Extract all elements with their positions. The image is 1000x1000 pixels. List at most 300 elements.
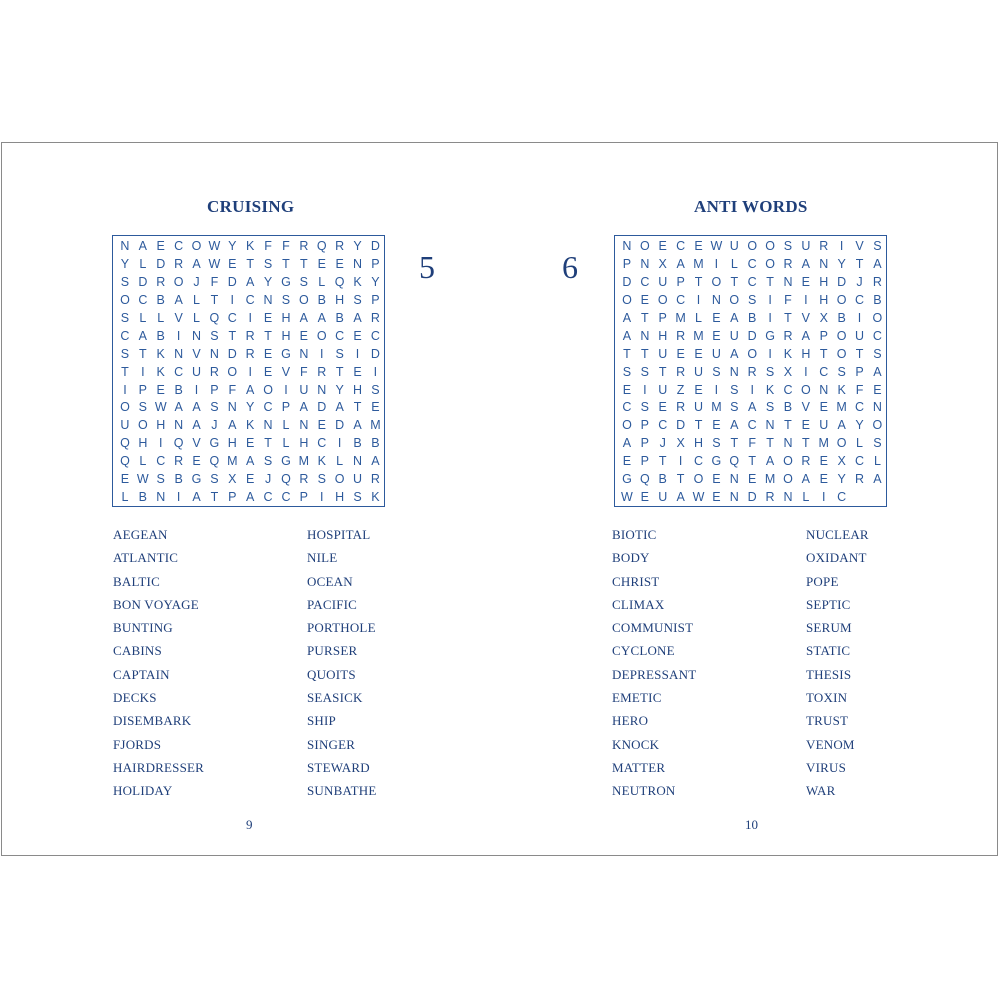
grid-letter: S <box>210 472 219 487</box>
grid-letter: O <box>173 274 184 289</box>
grid-letter: R <box>370 472 380 487</box>
grid-letter: M <box>693 328 704 343</box>
grid-letter: N <box>120 239 130 253</box>
grid-letter: Y <box>837 256 846 271</box>
grid-letter: T <box>623 346 631 361</box>
grid-letter: C <box>783 382 793 397</box>
grid-letter: O <box>836 436 847 451</box>
grid-letter: C <box>263 490 273 505</box>
grid-letter: T <box>353 400 362 415</box>
grid-letter: E <box>873 382 882 397</box>
word-list-item: COMMUNIST <box>612 620 694 636</box>
grid-letter: T <box>855 256 864 271</box>
word-list-item: QUOITS <box>307 666 356 682</box>
grid-letter: M <box>818 436 829 451</box>
grid-letter: Y <box>246 400 255 415</box>
grid-letter: S <box>712 364 721 379</box>
grid-letter: G <box>281 274 291 289</box>
grid-letter: T <box>784 310 792 325</box>
word-list-item: SUNBATHE <box>307 783 377 799</box>
word-list-item: TOXIN <box>806 690 848 706</box>
grid-letter: E <box>658 239 667 253</box>
grid-letter: H <box>819 292 829 307</box>
grid-letter: Q <box>120 436 130 451</box>
grid-letter: A <box>228 418 237 433</box>
grid-letter: E <box>263 346 273 361</box>
grid-letter: E <box>819 454 828 469</box>
puzzle-number: 6 <box>562 249 578 285</box>
grid-letter: P <box>676 274 685 289</box>
grid-letter: P <box>640 436 649 451</box>
grid-letter: T <box>300 256 308 271</box>
grid-letter: O <box>783 472 793 487</box>
grid-letter: U <box>819 418 829 433</box>
grid-letter: V <box>192 346 201 361</box>
word-list-item: STEWARD <box>307 759 370 775</box>
grid-letter: S <box>730 382 739 397</box>
grid-letter: C <box>227 310 237 325</box>
grid-letter: O <box>191 239 202 253</box>
grid-letter: E <box>156 239 165 253</box>
grid-letter: B <box>837 310 846 325</box>
grid-letter: T <box>784 418 792 433</box>
grid-letter: F <box>210 274 219 289</box>
grid-letter: O <box>765 239 775 253</box>
word-list-item: WAR <box>806 783 836 799</box>
grid-letter: H <box>281 310 291 325</box>
word-list-item: PURSER <box>307 643 358 659</box>
grid-letter: A <box>192 418 201 433</box>
word-list-item: THESIS <box>806 666 852 682</box>
word-list-item: HOLIDAY <box>113 783 173 799</box>
grid-letter: I <box>696 292 701 307</box>
grid-letter: Y <box>120 256 130 271</box>
grid-letter: S <box>712 436 721 451</box>
grid-letter: K <box>765 382 775 397</box>
grid-letter: A <box>730 346 739 361</box>
grid-letter: A <box>317 310 326 325</box>
grid-letter: A <box>748 400 757 415</box>
grid-letter: D <box>227 346 237 361</box>
grid-letter: C <box>138 292 148 307</box>
grid-letter: U <box>658 274 668 289</box>
grid-letter: G <box>765 328 775 343</box>
grid-letter: E <box>622 382 632 397</box>
grid-letter: D <box>156 256 166 271</box>
grid-letter: T <box>641 310 649 325</box>
grid-letter: L <box>282 418 290 433</box>
grid-letter: I <box>176 328 181 343</box>
puzzle-number: 5 <box>419 249 435 285</box>
left-page <box>2 143 500 855</box>
grid-letter: S <box>371 382 380 397</box>
grid-letter: S <box>138 400 147 415</box>
grid-letter: E <box>192 454 201 469</box>
grid-letter: L <box>193 310 200 325</box>
grid-letter: T <box>766 274 774 289</box>
grid-letter: A <box>801 472 811 487</box>
grid-letter: S <box>353 490 362 505</box>
grid-letter: A <box>299 400 309 415</box>
grid-letter: S <box>640 364 649 379</box>
grid-letter: E <box>694 239 703 253</box>
grid-letter: P <box>228 490 237 505</box>
grid-letter: B <box>174 382 183 397</box>
grid-letter: K <box>246 418 255 433</box>
grid-letter: O <box>622 292 632 307</box>
grid-letter: B <box>371 436 380 451</box>
grid-letter: U <box>729 239 739 253</box>
grid-letter: I <box>804 364 808 379</box>
grid-letter: O <box>334 472 345 487</box>
grid-letter: A <box>676 490 685 505</box>
word-list-item: SEASICK <box>307 690 363 706</box>
grid-letter: R <box>872 274 882 289</box>
grid-letter: L <box>730 256 738 271</box>
grid-letter: T <box>676 472 685 487</box>
grid-letter: E <box>263 364 273 379</box>
grid-letter: O <box>783 454 793 469</box>
grid-letter: E <box>246 436 255 451</box>
grid-letter: O <box>622 418 632 433</box>
grid-letter: M <box>836 400 847 415</box>
grid-letter: T <box>658 364 667 379</box>
grid-letter: W <box>208 239 221 253</box>
grid-letter: N <box>299 418 309 433</box>
grid-letter: I <box>768 346 772 361</box>
grid-letter: Q <box>281 472 291 487</box>
grid-letter: U <box>191 364 202 379</box>
word-list-item: DECKS <box>113 690 157 706</box>
grid-letter: J <box>659 436 666 451</box>
grid-letter: N <box>729 364 739 379</box>
grid-letter: E <box>712 472 721 487</box>
grid-letter: R <box>783 256 793 271</box>
grid-letter: L <box>157 310 165 325</box>
grid-letter: N <box>299 346 309 361</box>
grid-letter: O <box>120 400 130 415</box>
grid-letter: O <box>765 256 775 271</box>
grid-letter: N <box>174 418 184 433</box>
grid-letter: T <box>694 274 703 289</box>
grid-letter: S <box>873 346 882 361</box>
grid-letter: A <box>730 418 739 433</box>
grid-letter: R <box>370 310 380 325</box>
word-list-item: BON VOYAGE <box>113 596 199 612</box>
grid-letter: R <box>676 400 686 415</box>
grid-letter: N <box>353 256 363 271</box>
grid-letter: W <box>621 490 633 505</box>
word-list-item: STATIC <box>806 643 851 659</box>
grid-letter: C <box>693 454 704 469</box>
word-search-grid-frame <box>112 235 385 507</box>
grid-letter: D <box>227 274 237 289</box>
grid-letter: P <box>299 490 309 505</box>
grid-letter: X <box>676 436 685 451</box>
word-list-item: CLIMAX <box>612 596 665 612</box>
grid-letter: R <box>245 346 255 361</box>
grid-letter: I <box>320 346 324 361</box>
grid-letter: R <box>317 364 327 379</box>
grid-letter: B <box>353 436 362 451</box>
grid-letter: N <box>263 418 273 433</box>
grid-letter: A <box>676 256 685 271</box>
grid-letter: P <box>210 382 219 397</box>
grid-letter: I <box>320 490 324 505</box>
grid-letter: S <box>210 400 219 415</box>
grid-letter: U <box>658 382 668 397</box>
grid-letter: C <box>156 454 166 469</box>
grid-letter: X <box>658 256 667 271</box>
grid-letter: O <box>120 292 130 307</box>
grid-letter: C <box>370 328 380 343</box>
grid-letter: P <box>371 256 380 271</box>
word-list-item: SINGER <box>307 736 356 752</box>
grid-letter: C <box>174 239 184 253</box>
grid-letter: G <box>209 436 220 451</box>
grid-letter: A <box>138 328 147 343</box>
grid-letter: I <box>857 310 862 325</box>
grid-letter: H <box>658 328 668 343</box>
grid-letter: C <box>317 436 327 451</box>
page-number: 9 <box>246 817 253 832</box>
grid-letter: O <box>711 274 722 289</box>
grid-letter: A <box>353 310 362 325</box>
grid-letter: S <box>210 328 219 343</box>
grid-letter: P <box>640 454 649 469</box>
puzzle-title: ANTI WORDS <box>694 197 808 216</box>
grid-letter: X <box>783 364 793 379</box>
grid-letter: T <box>246 256 254 271</box>
grid-letter: E <box>801 418 811 433</box>
grid-letter: A <box>801 328 811 343</box>
grid-letter: L <box>282 436 290 451</box>
grid-letter: E <box>640 490 649 505</box>
grid-letter: U <box>299 382 309 397</box>
grid-letter: N <box>353 454 363 469</box>
grid-letter: A <box>801 256 811 271</box>
grid-letter: T <box>335 364 344 379</box>
grid-letter: I <box>284 382 288 397</box>
grid-letter: Q <box>209 310 220 325</box>
grid-letter: H <box>353 382 363 397</box>
grid-letter: O <box>836 328 847 343</box>
grid-letter: A <box>192 256 201 271</box>
grid-letter: E <box>156 382 165 397</box>
word-list-item: OXIDANT <box>806 550 867 566</box>
grid-letter: H <box>138 436 148 451</box>
grid-letter: Y <box>263 274 273 289</box>
grid-letter: T <box>694 418 703 433</box>
grid-letter: P <box>371 292 380 307</box>
grid-letter: L <box>695 310 702 325</box>
word-list-item: HERO <box>612 713 649 729</box>
grid-letter: U <box>711 346 721 361</box>
grid-letter: T <box>282 256 290 271</box>
word-list-item: SHIP <box>307 713 336 729</box>
grid-letter: C <box>819 364 829 379</box>
grid-letter: A <box>192 400 201 415</box>
word-list-item: MATTER <box>612 759 666 775</box>
grid-letter: K <box>837 382 846 397</box>
grid-letter: C <box>174 364 184 379</box>
grid-letter: S <box>317 472 326 487</box>
grid-letter: O <box>836 346 847 361</box>
grid-letter: T <box>730 274 739 289</box>
grid-letter: H <box>335 292 345 307</box>
grid-letter: C <box>622 400 632 415</box>
grid-letter: L <box>139 256 147 271</box>
grid-letter: N <box>729 472 739 487</box>
grid-letter: L <box>318 274 326 289</box>
grid-letter: L <box>873 454 881 469</box>
grid-letter: H <box>227 436 237 451</box>
grid-letter: E <box>371 400 380 415</box>
grid-letter: W <box>692 490 705 505</box>
grid-letter: N <box>640 256 650 271</box>
word-list-item: HAIRDRESSER <box>113 759 205 775</box>
grid-letter: C <box>335 328 345 343</box>
grid-letter: D <box>317 400 327 415</box>
grid-letter: A <box>246 274 255 289</box>
grid-letter: F <box>784 292 792 307</box>
right-page <box>500 143 998 855</box>
grid-letter: Q <box>316 239 327 253</box>
grid-letter: V <box>192 436 201 451</box>
grid-letter: A <box>353 418 362 433</box>
grid-letter: N <box>209 346 219 361</box>
grid-letter: V <box>281 364 291 379</box>
grid-letter: H <box>299 436 309 451</box>
grid-letter: E <box>676 346 685 361</box>
grid-letter: W <box>136 472 149 487</box>
grid-letter: E <box>317 256 326 271</box>
grid-letter: T <box>748 454 756 469</box>
grid-letter: E <box>712 418 721 433</box>
grid-letter: O <box>137 418 148 433</box>
grid-letter: P <box>640 418 649 433</box>
grid-letter: S <box>263 256 273 271</box>
grid-letter: F <box>748 436 756 451</box>
grid-letter: A <box>873 256 882 271</box>
grid-letter: H <box>801 346 811 361</box>
grid-letter: R <box>765 490 775 505</box>
grid-letter: B <box>174 472 183 487</box>
grid-letter: O <box>639 239 650 253</box>
grid-letter: H <box>156 418 166 433</box>
grid-letter: O <box>800 382 811 397</box>
grid-letter: N <box>174 346 184 361</box>
grid-letter: L <box>802 490 810 505</box>
grid-letter: I <box>194 382 199 397</box>
word-list-item: NEUTRON <box>612 783 676 799</box>
grid-letter: A <box>873 364 882 379</box>
grid-letter: I <box>678 454 683 469</box>
grid-letter: B <box>317 292 326 307</box>
grid-letter: P <box>855 364 864 379</box>
grid-letter: E <box>228 256 237 271</box>
grid-letter: U <box>120 418 130 433</box>
word-list-item: VIRUS <box>806 759 847 775</box>
grid-letter: T <box>121 364 129 379</box>
grid-letter: D <box>747 490 757 505</box>
grid-letter: A <box>765 454 775 469</box>
grid-letter: L <box>856 436 863 451</box>
grid-letter: A <box>246 382 255 397</box>
grid-letter: U <box>855 328 865 343</box>
grid-letter: K <box>371 490 380 505</box>
grid-letter: S <box>263 454 273 469</box>
word-list-item: DEPRESSANT <box>612 666 697 682</box>
word-search-grid-frame <box>614 235 887 507</box>
grid-letter: Q <box>120 454 130 469</box>
grid-letter: H <box>281 328 291 343</box>
grid-letter: B <box>658 472 667 487</box>
grid-letter: O <box>729 292 740 307</box>
grid-letter: I <box>768 310 772 325</box>
grid-letter: S <box>299 274 309 289</box>
grid-letter: L <box>193 292 200 307</box>
grid-letter: R <box>174 454 184 469</box>
grid-letter: Q <box>334 274 345 289</box>
grid-letter: O <box>693 472 704 487</box>
grid-letter: T <box>210 490 219 505</box>
grid-letter: D <box>747 328 757 343</box>
grid-letter: B <box>156 292 165 307</box>
grid-letter: J <box>264 472 272 487</box>
grid-letter: A <box>174 292 183 307</box>
grid-letter: T <box>210 292 219 307</box>
grid-letter: D <box>370 346 380 361</box>
grid-letter: V <box>174 310 183 325</box>
grid-letter: Y <box>353 239 362 253</box>
grid-letter: Q <box>729 454 740 469</box>
grid-letter: T <box>264 436 272 451</box>
grid-letter: X <box>228 472 237 487</box>
grid-letter: E <box>353 328 362 343</box>
book-spread <box>1 142 998 856</box>
word-list-column-2 <box>307 523 377 803</box>
grid-letter: T <box>139 346 147 361</box>
grid-letter: R <box>156 274 166 289</box>
grid-letter: R <box>299 239 309 253</box>
grid-letter: K <box>156 346 165 361</box>
grid-letter: Y <box>371 274 380 289</box>
grid-letter: I <box>248 364 252 379</box>
grid-letter: N <box>317 382 327 397</box>
grid-letter: F <box>300 364 308 379</box>
grid-letter: Y <box>855 418 864 433</box>
grid-letter: U <box>801 239 811 253</box>
grid-letter: S <box>748 292 757 307</box>
grid-letter: D <box>837 274 847 289</box>
grid-letter: S <box>873 239 882 253</box>
word-list-item: KNOCK <box>612 736 660 752</box>
grid-letter: P <box>658 310 667 325</box>
page-number: 10 <box>745 817 758 832</box>
grid-letter: R <box>783 328 793 343</box>
grid-letter: B <box>138 490 147 505</box>
grid-letter: L <box>139 310 147 325</box>
grid-letter: C <box>281 490 291 505</box>
grid-letter: R <box>174 256 184 271</box>
grid-letter: I <box>822 490 826 505</box>
grid-letter: Y <box>837 472 846 487</box>
grid-letter: S <box>622 364 632 379</box>
grid-letter: W <box>710 239 723 253</box>
grid-letter: I <box>355 346 360 361</box>
grid-letter: E <box>712 328 721 343</box>
